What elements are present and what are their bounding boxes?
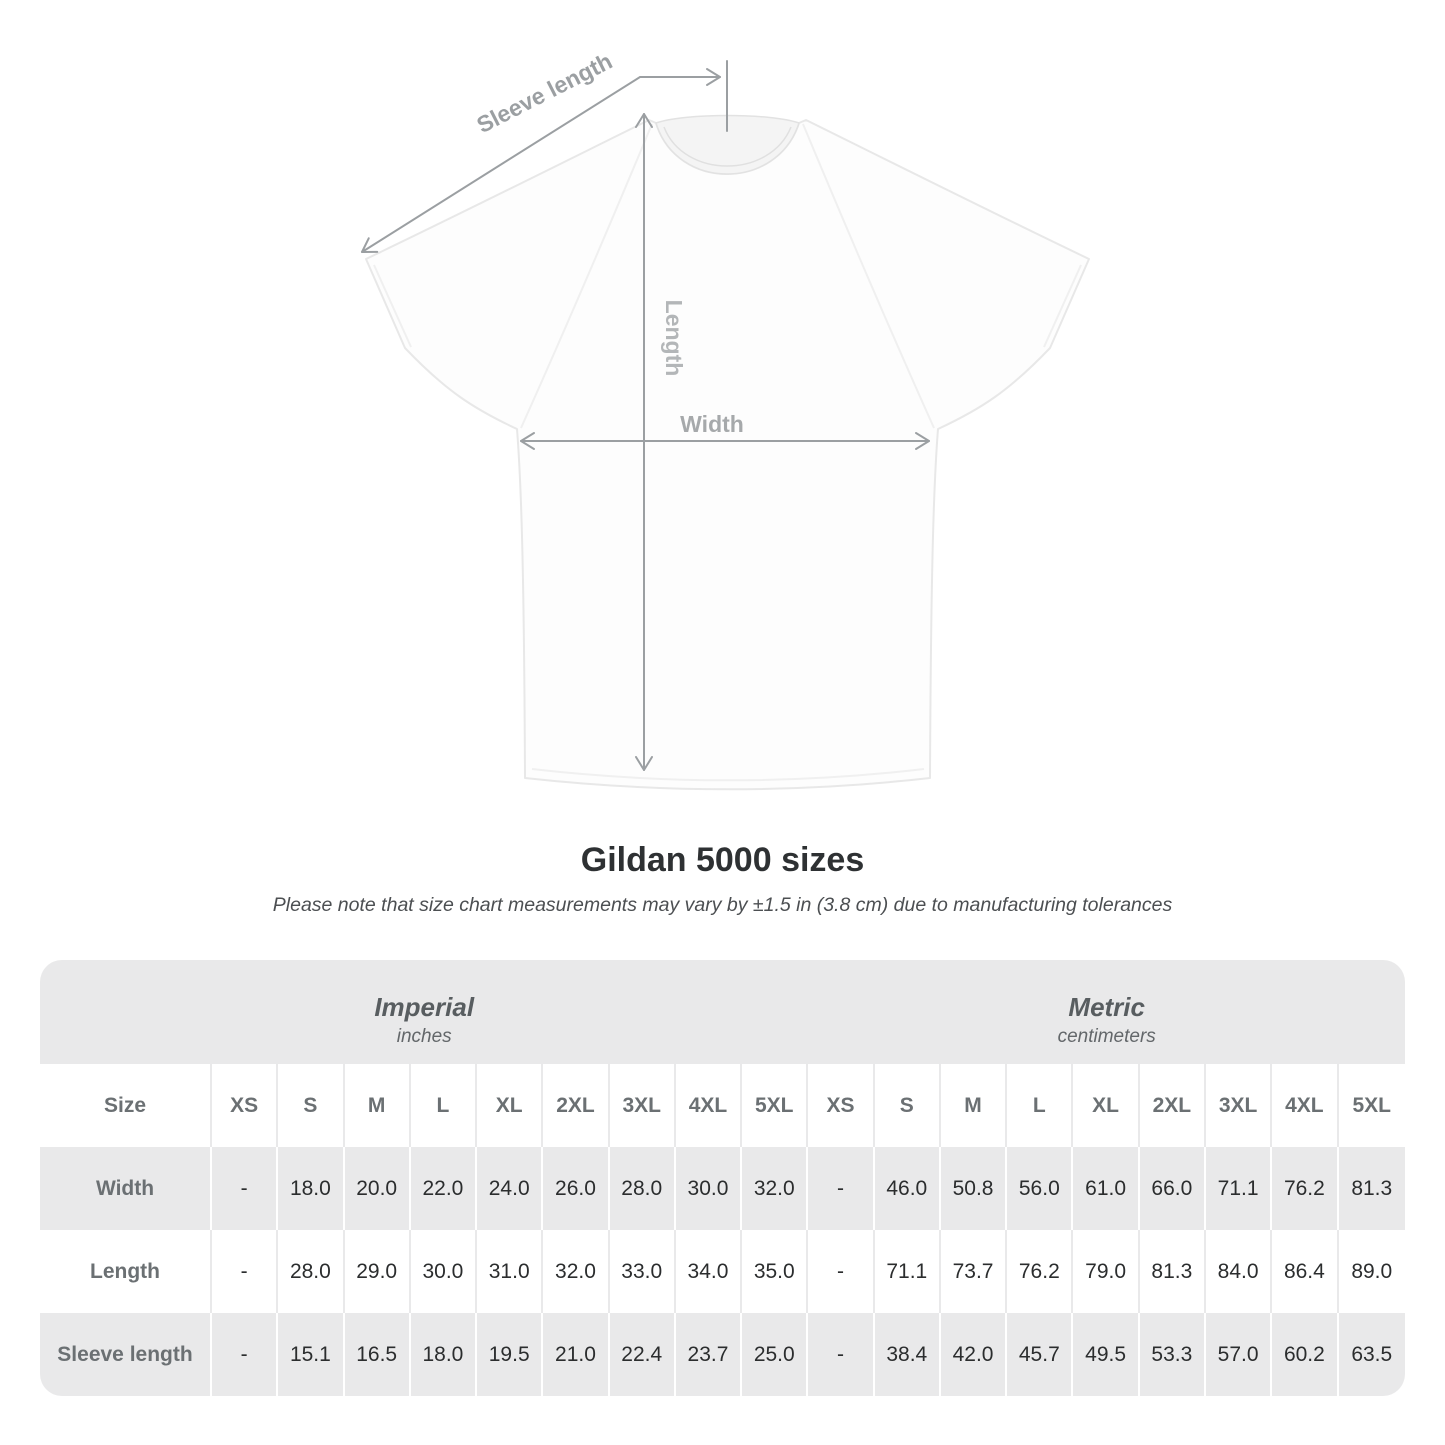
table-cell: 46.0	[875, 1147, 941, 1230]
length-row	[40, 1230, 1405, 1313]
size-table	[40, 960, 1405, 1396]
unit-group-header-row	[40, 960, 1405, 1064]
table-cell: 34.0	[676, 1230, 742, 1313]
size-header-row	[40, 1064, 1405, 1147]
table-cell: -	[212, 1230, 278, 1313]
size-col-header: 5XL	[1339, 1064, 1405, 1147]
table-cell: 76.2	[1007, 1230, 1073, 1313]
imperial-label: Imperial	[374, 991, 475, 1022]
table-cell: 49.5	[1073, 1313, 1139, 1396]
table-cell: 38.4	[875, 1313, 941, 1396]
imperial-group-header	[40, 960, 808, 1064]
size-col-header: M	[941, 1064, 1007, 1147]
size-col-header: 3XL	[610, 1064, 676, 1147]
size-col-header: L	[411, 1064, 477, 1147]
table-cell: -	[808, 1147, 874, 1230]
table-cell: 30.0	[411, 1230, 477, 1313]
size-col-header: XS	[808, 1064, 874, 1147]
table-cell: 31.0	[477, 1230, 543, 1313]
table-cell: 42.0	[941, 1313, 1007, 1396]
table-cell: 66.0	[1140, 1147, 1206, 1230]
table-cell: 81.3	[1351, 1176, 1393, 1200]
metric-unit: centimeters	[1057, 1025, 1156, 1047]
table-cell: 22.4	[610, 1313, 676, 1396]
width-row	[40, 1147, 1405, 1230]
size-col-header: XL	[477, 1064, 543, 1147]
table-cell: -	[212, 1313, 278, 1396]
size-col-header: S	[278, 1064, 344, 1147]
size-col-header: 5XL	[742, 1064, 808, 1147]
table-cell: 33.0	[610, 1230, 676, 1313]
size-col-header: 2XL	[1140, 1064, 1206, 1147]
width-label: Width	[680, 411, 744, 437]
table-cell: 89.0	[1339, 1230, 1405, 1313]
table-cell: 50.8	[941, 1147, 1007, 1230]
row-label: Width	[40, 1147, 212, 1230]
sleeve-length-row	[40, 1313, 1405, 1396]
row-label: Length	[40, 1230, 212, 1313]
row-label: Sleeve length	[40, 1313, 212, 1396]
imperial-unit: inches	[396, 1025, 452, 1047]
size-col-header: 3XL	[1206, 1064, 1272, 1147]
metric-group-header	[808, 960, 1405, 1064]
table-cell: 18.0	[411, 1313, 477, 1396]
table-cell: 45.7	[1007, 1313, 1073, 1396]
table-cell: 32.0	[742, 1147, 808, 1230]
table-cell: -	[808, 1230, 874, 1313]
table-cell: 71.1	[875, 1230, 941, 1313]
table-cell: 63.5	[1351, 1342, 1393, 1366]
table-cell: 79.0	[1073, 1230, 1139, 1313]
table-cell: 22.0	[411, 1147, 477, 1230]
table-cell: 24.0	[477, 1147, 543, 1230]
table-cell: 71.1	[1206, 1147, 1272, 1230]
table-cell: 23.7	[676, 1313, 742, 1396]
table-cell: 60.2	[1272, 1313, 1338, 1396]
table-cell: 25.0	[742, 1313, 808, 1396]
length-label: Length	[661, 299, 687, 377]
table-cell: 61.0	[1073, 1147, 1139, 1230]
table-cell: 18.0	[278, 1147, 344, 1230]
size-col-header: 2XL	[543, 1064, 609, 1147]
size-col-header: 4XL	[1272, 1064, 1338, 1147]
size-corner-label: Size	[40, 1064, 212, 1147]
table-cell: 76.2	[1272, 1147, 1338, 1230]
table-cell: 30.0	[676, 1147, 742, 1230]
size-col-header: XL	[1073, 1064, 1139, 1147]
table-cell: 21.0	[543, 1313, 609, 1396]
tshirt-graphic	[366, 116, 1089, 790]
size-col-header: L	[1007, 1064, 1073, 1147]
size-col-header: 4XL	[676, 1064, 742, 1147]
table-cell: 57.0	[1206, 1313, 1272, 1396]
table-cell: 15.1	[278, 1313, 344, 1396]
table-cell: 19.5	[477, 1313, 543, 1396]
table-cell: 16.5	[345, 1313, 411, 1396]
size-col-header: S	[875, 1064, 941, 1147]
table-cell: -	[212, 1147, 278, 1230]
size-col-header: XS	[212, 1064, 278, 1147]
table-cell: 26.0	[543, 1147, 609, 1230]
table-cell: 73.7	[941, 1230, 1007, 1313]
table-cell: 56.0	[1007, 1147, 1073, 1230]
page-subtitle: Please note that size chart measurements may vary by ±1.5 in (3.8 cm) due to manufacturing tolerances	[272, 894, 1173, 916]
table-cell: 53.3	[1140, 1313, 1206, 1396]
table-cell: 35.0	[742, 1230, 808, 1313]
size-col-header: M	[345, 1064, 411, 1147]
table-cell: 20.0	[345, 1147, 411, 1230]
table-cell: 81.3	[1140, 1230, 1206, 1313]
sleeve-length-label: Sleeve length	[472, 47, 617, 139]
table-cell: 29.0	[345, 1230, 411, 1313]
table-cell: 84.0	[1206, 1230, 1272, 1313]
table-cell: 86.4	[1272, 1230, 1338, 1313]
table-cell: 28.0	[610, 1147, 676, 1230]
table-cell: 28.0	[278, 1230, 344, 1313]
table-cell: -	[808, 1313, 874, 1396]
page-title: Gildan 5000 sizes	[580, 841, 865, 879]
metric-label: Metric	[1068, 991, 1145, 1022]
table-cell: 32.0	[543, 1230, 609, 1313]
